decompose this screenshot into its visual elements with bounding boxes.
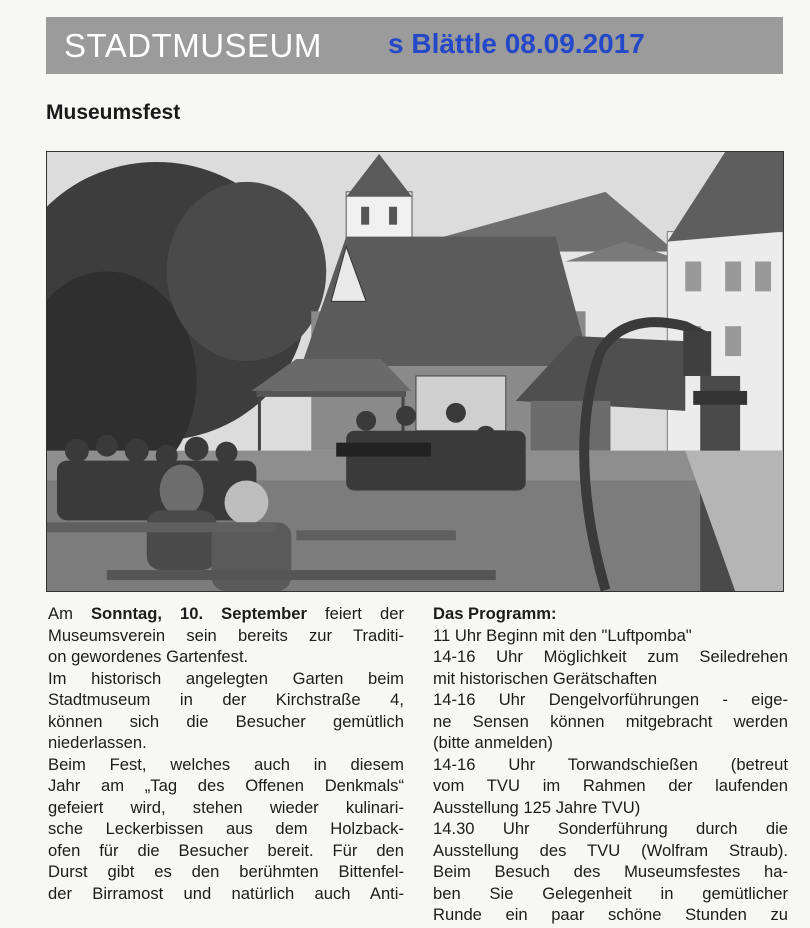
body-line: [48, 689, 404, 711]
program-item: ben Sie Gelegenheit in gemütlicher: [433, 883, 788, 903]
body-line: [48, 818, 404, 840]
body-line: [48, 861, 404, 883]
body-line: [48, 668, 404, 690]
garden-scene-image: [47, 152, 783, 591]
body-text: ofen für die Besucher bereit. Für den: [48, 840, 404, 860]
body-text: niederlassen.: [48, 733, 147, 752]
program-item: 14-16 Uhr Möglichkeit zum Seiledrehen: [433, 647, 788, 666]
program-item: 14-16 Uhr Dengelvorführungen - eige-: [433, 690, 788, 709]
body-line: [48, 754, 404, 776]
program-title: Das Programm:: [433, 604, 557, 623]
program-item: Beim Besuch des Museumsfestes ha-: [433, 862, 788, 881]
body-text: können sich die Besucher gemütlich: [48, 711, 404, 731]
program-list: [433, 625, 788, 926]
article-title: Museumsfest: [46, 101, 181, 124]
program-item: Ausstellung des TVU (Wolfram Straub).: [433, 840, 788, 860]
article-body-left: [48, 603, 404, 904]
program-item: (bitte anmelden): [433, 733, 553, 752]
body-text: Im historisch angelegten Garten beim: [48, 668, 404, 688]
section-banner: [46, 17, 783, 74]
body-text: on gewordenes Gartenfest.: [48, 647, 249, 666]
body-text: gefeiert wird, stehen wieder kulinari-: [48, 797, 404, 817]
program-item: Runde ein paar schöne Stunden zu: [433, 905, 788, 924]
program-item: Ausstellung 125 Jahre TVU): [433, 797, 641, 817]
body-text: Durst gibt es den berühmten Bittenfel-: [48, 862, 404, 881]
body-text: der Birramost und natürlich auch Anti-: [48, 883, 404, 903]
program-column: [433, 603, 788, 926]
body-line: [48, 797, 404, 819]
program-item: 14-16 Uhr Torwandschießen (betreut: [433, 754, 788, 774]
body-text: Beim Fest, welches auch in diesem: [48, 754, 404, 774]
program-item: vom TVU im Rahmen der laufenden: [433, 776, 788, 795]
program-item: 11 Uhr Beginn mit den "Luftpomba": [433, 625, 692, 645]
body-line: [48, 603, 404, 625]
program-item: 14.30 Uhr Sonderführung durch die: [433, 819, 788, 838]
body-line: [48, 840, 404, 862]
body-line: [48, 775, 404, 797]
body-text: feiert der: [306, 604, 404, 623]
body-line: [48, 646, 404, 668]
body-text: Jahr am „Tag des Offenen Denkmals“: [48, 776, 404, 795]
body-text: sche Leckerbissen aus dem Holzback-: [48, 819, 404, 838]
body-line: [48, 883, 404, 905]
body-line: [48, 625, 404, 647]
program-item: ne Sensen können mitgebracht werden: [433, 711, 788, 731]
section-title: STADTMUSEUM: [64, 27, 322, 64]
body-line: [48, 711, 404, 733]
publication-date: s Blättle 08.09.2017: [388, 28, 645, 59]
event-date: Sonntag, 10. September: [90, 604, 307, 623]
body-line: [48, 732, 404, 754]
article-photo: [46, 151, 784, 592]
body-text: Museumsverein sein bereits zur Traditi-: [48, 625, 404, 645]
body-text: Stadtmuseum in der Kirchstraße 4,: [48, 690, 404, 709]
program-item: mit historischen Gerätschaften: [433, 668, 658, 688]
body-text: Am: [48, 604, 91, 623]
